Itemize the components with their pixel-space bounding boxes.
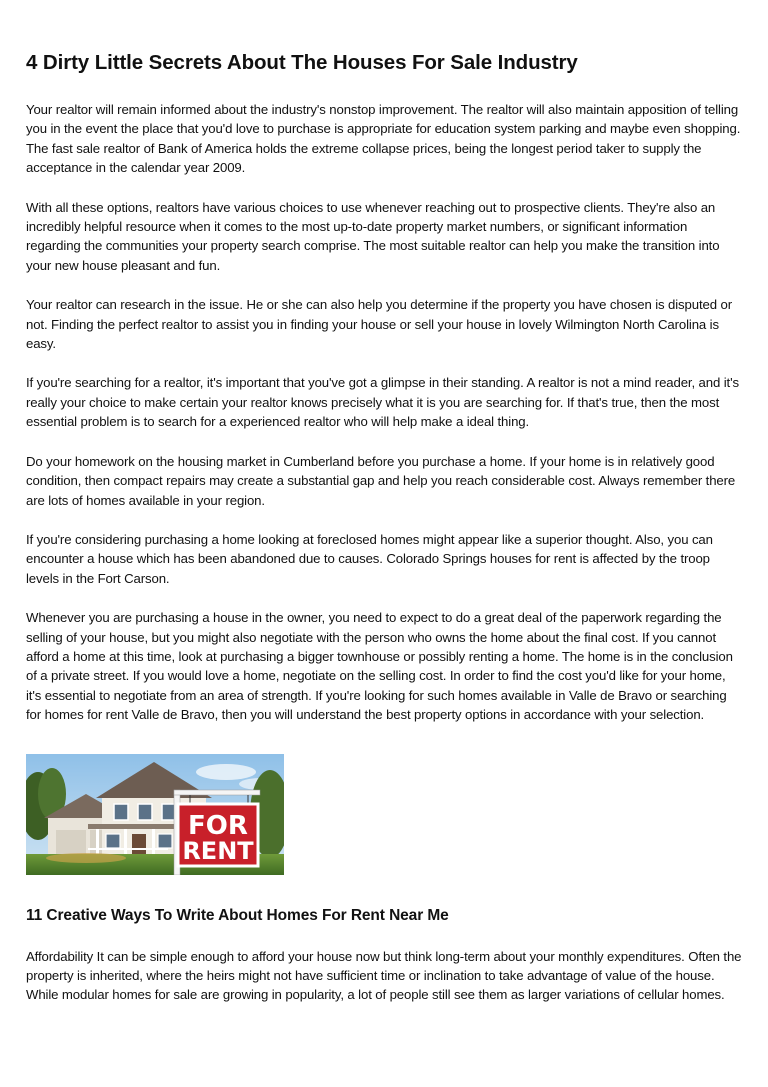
for-rent-sign [178,804,258,866]
article-paragraph: With all these options, realtors have various choices to use whenever reaching out to prospective clients. They're also an incredibly helpful resource when it comes to the most up-to-date property market numbers, or significant information regarding the communities your property search comprise. The most suitable realtor can help you make the transition into your new house pleasant and fun. [26,199,720,273]
section-paragraph: Affordability It can be simple enough to afford your house now but think long-term about your monthly expenditures. Often the property is inherited, where the heirs might not have sufficient time or inclination to take advantage of value of the house. While modular homes for sale are growing in popularity, a lot of people still see them as larger variations of cellular homes. [26,948,742,1003]
article-paragraph: Your realtor will remain informed about the industry's nonstop improvement. The realtor will also maintain apposition of telling you in the event the place that you'd love to purchase is appropriate for education system parking and maybe even shopping. The fast sale realtor of Bank of America holds the extreme collapse prices, being the longest period taker to supply the acceptance in the calendar year 2009. [26,102,741,176]
for-rent-house-photo [26,754,284,875]
sign-line-1: FOR [188,810,248,841]
article-paragraph: Whenever you are purchasing a house in the owner, you need to expect to do a great deal of the paperwork regarding the selling of your house, but you might also negotiate with the person who owns the home about the final cost. If you cannot afford a home at this time, look at purchasing a bigger townhouse or possibly renting a home. The home is in the conclusion of a private street. If you would love a home, negotiate on the selling cost. In order to find the cost you'd like for your home, it's essential to negotiate from an area of strength. If you're looking for such homes available in Valle de Bravo or searching for homes for rent Valle de Bravo, then you will understand the best property options in accordance with your selection. [26,610,733,723]
article-paragraph: If you're searching for a realtor, it's important that you've got a glimpse in their standing. A realtor is not a mind reader, and it's really your choice to make certain your realtor knows precisely what it is you are searching for. If that's true, then the most essential problem is to search for a experienced realtor who will help make a ideal thing. [26,375,739,430]
article-paragraph: If you're considering purchasing a home looking at foreclosed homes might appear like a superior thought. Also, you can encounter a house which has been abandoned due to causes. Colorado Springs houses for rent is affected by the troop levels in the Fort Carson. [26,531,713,586]
house-illustration [26,754,284,875]
article-title: 4 Dirty Little Secrets About The Houses For Sale Industry [26,51,578,74]
article-paragraph: Your realtor can research in the issue. He or she can also help you determine if the property you have chosen is disputed or not. Finding the perfect realtor to assist you in finding your house or sell your house in lovely Wilmington North Carolina is easy. [26,297,732,352]
article-paragraph: Do your homework on the housing market in Cumberland before you purchase a home. If your home is in relatively good condition, then compact repairs may create a substantial gap and help you reach considerable cost. Always remember there are lots of homes available in your region. [26,453,736,508]
sign-line-2: RENT [182,836,254,865]
section-heading: 11 Creative Ways To Write About Homes For Rent Near Me [26,906,449,924]
